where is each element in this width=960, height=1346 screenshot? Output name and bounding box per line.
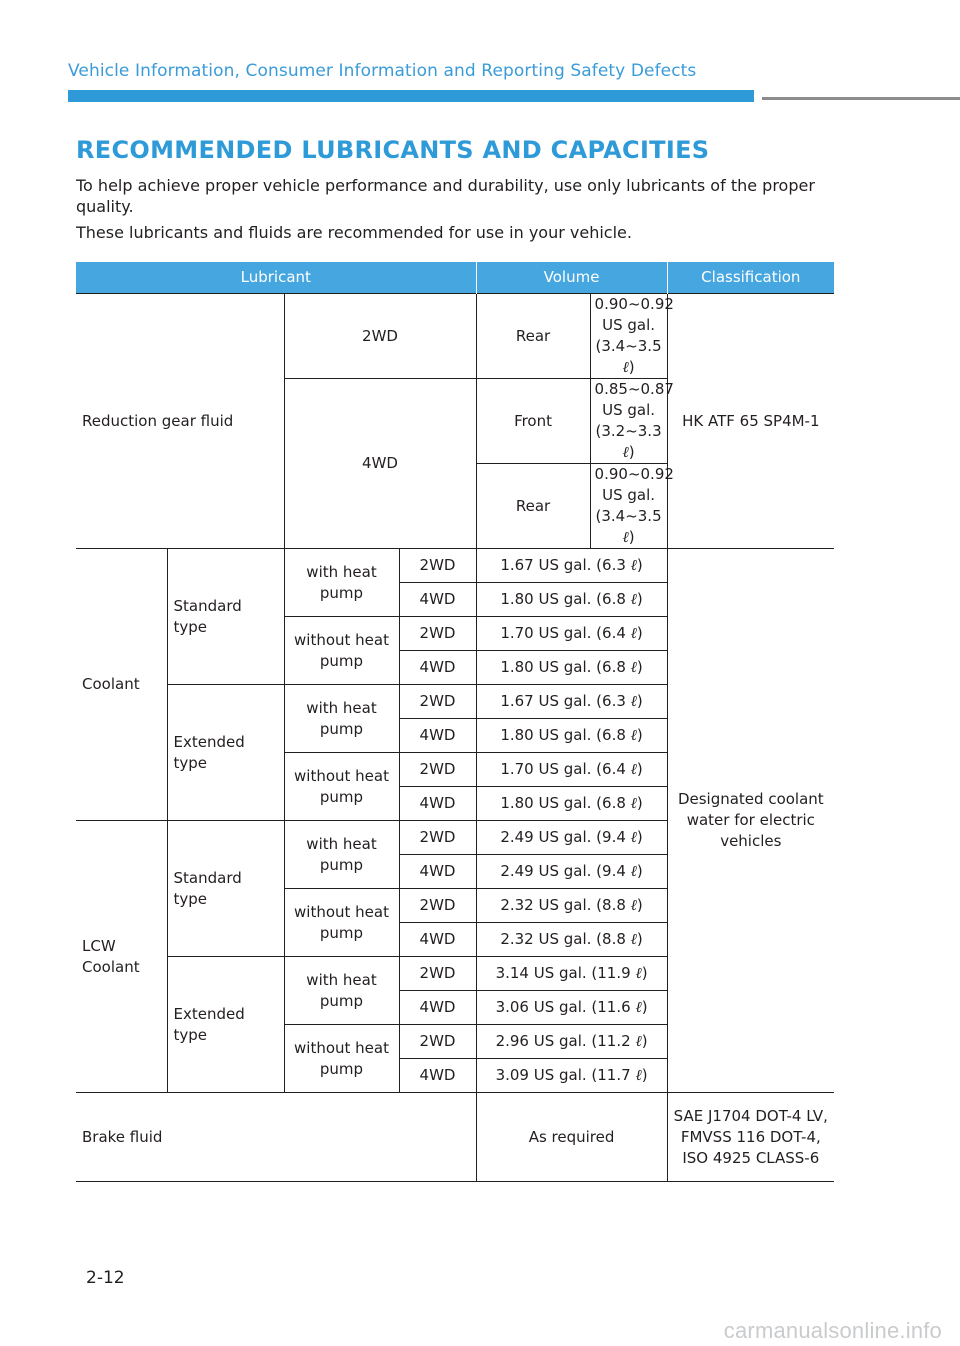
drive-2wd: 2WD — [399, 685, 476, 719]
volume-brake-fluid: As required — [476, 1093, 667, 1182]
drive-4wd: 4WD — [399, 991, 476, 1025]
chapter-title: Vehicle Information, Consumer Information and Reporting Safety Defects — [68, 61, 697, 81]
classification-brake-fluid: SAE J1704 DOT-4 LV, FMVSS 116 DOT-4, ISO 4925 CLASS-6 — [667, 1093, 834, 1182]
with-heat-pump: with heat pump — [284, 549, 399, 617]
lubricants-table — [76, 262, 834, 1182]
lubricant-reduction-gear: Reduction gear fluid — [76, 294, 284, 549]
volume-cell: 2.49 US gal. (9.4 ℓ) — [476, 855, 667, 889]
drive-4wd: 4WD — [399, 923, 476, 957]
drive-2wd: 2WD — [399, 753, 476, 787]
drive-2wd: 2WD — [284, 294, 476, 379]
position-front: Front — [476, 379, 590, 464]
with-heat-pump: with heat pump — [284, 821, 399, 889]
drive-4wd: 4WD — [399, 719, 476, 753]
volume-cell: 1.80 US gal. (6.8 ℓ) — [476, 583, 667, 617]
lubricant-brake-fluid: Brake fluid — [76, 1093, 476, 1182]
header-lubricant: Lubricant — [76, 262, 476, 294]
classification-reduction-gear: HK ATF 65 SP4M-1 — [667, 294, 834, 549]
table-row — [76, 549, 834, 583]
drive-4wd: 4WD — [399, 855, 476, 889]
volume-cell: 2.49 US gal. (9.4 ℓ) — [476, 821, 667, 855]
intro-paragraph-1: To help achieve proper vehicle performance and durability, use only lubricants of the proper quality. — [76, 176, 815, 216]
without-heat-pump: without heat pump — [284, 1025, 399, 1093]
drive-2wd: 2WD — [399, 889, 476, 923]
drive-2wd: 2WD — [399, 617, 476, 651]
without-heat-pump: without heat pump — [284, 889, 399, 957]
drive-2wd: 2WD — [399, 821, 476, 855]
volume-cell: 0.90~0.92 US gal. (3.4~3.5 ℓ) — [590, 464, 667, 549]
coolant-extended-type: Extended type — [167, 685, 284, 821]
lubricant-lcw-coolant: LCW Coolant — [76, 821, 167, 1093]
without-heat-pump: without heat pump — [284, 617, 399, 685]
volume-cell: 1.70 US gal. (6.4 ℓ) — [476, 617, 667, 651]
volume-cell: 1.67 US gal. (6.3 ℓ) — [476, 549, 667, 583]
coolant-standard-type: Standard type — [167, 549, 284, 685]
position-rear: Rear — [476, 464, 590, 549]
table-header-row — [76, 262, 834, 294]
drive-4wd: 4WD — [399, 651, 476, 685]
drive-2wd: 2WD — [399, 549, 476, 583]
section-title: RECOMMENDED LUBRICANTS AND CAPACITIES — [76, 136, 710, 164]
volume-cell: 1.80 US gal. (6.8 ℓ) — [476, 651, 667, 685]
drive-4wd: 4WD — [399, 787, 476, 821]
with-heat-pump: with heat pump — [284, 685, 399, 753]
header-accent-bar — [68, 90, 754, 102]
table-row — [76, 1093, 834, 1182]
volume-cell: 2.32 US gal. (8.8 ℓ) — [476, 923, 667, 957]
header-volume: Volume — [476, 262, 667, 294]
intro-paragraph-2: These lubricants and fluids are recommended for use in your vehicle. — [76, 223, 632, 242]
volume-cell: 1.67 US gal. (6.3 ℓ) — [476, 685, 667, 719]
page-number: 2-12 — [86, 1268, 125, 1288]
lcw-extended-type: Extended type — [167, 957, 284, 1093]
volume-cell: 1.70 US gal. (6.4 ℓ) — [476, 753, 667, 787]
volume-cell: 3.06 US gal. (11.6 ℓ) — [476, 991, 667, 1025]
header-classification: Classification — [667, 262, 834, 294]
volume-cell: 3.09 US gal. (11.7 ℓ) — [476, 1059, 667, 1093]
drive-2wd: 2WD — [399, 1025, 476, 1059]
with-heat-pump: with heat pump — [284, 957, 399, 1025]
position-rear: Rear — [476, 294, 590, 379]
volume-cell: 0.90~0.92 US gal. (3.4~3.5 ℓ) — [590, 294, 667, 379]
drive-4wd: 4WD — [399, 583, 476, 617]
volume-cell: 0.85~0.87 US gal. (3.2~3.3 ℓ) — [590, 379, 667, 464]
header-divider-line — [762, 97, 960, 100]
lcw-standard-type: Standard type — [167, 821, 284, 957]
drive-4wd: 4WD — [399, 1059, 476, 1093]
volume-cell: 1.80 US gal. (6.8 ℓ) — [476, 719, 667, 753]
volume-cell: 2.96 US gal. (11.2 ℓ) — [476, 1025, 667, 1059]
volume-cell: 1.80 US gal. (6.8 ℓ) — [476, 787, 667, 821]
lubricant-coolant: Coolant — [76, 549, 167, 821]
drive-4wd: 4WD — [284, 379, 476, 549]
without-heat-pump: without heat pump — [284, 753, 399, 821]
volume-cell: 3.14 US gal. (11.9 ℓ) — [476, 957, 667, 991]
table-row — [76, 294, 834, 379]
drive-2wd: 2WD — [399, 957, 476, 991]
watermark-text: carmanualsonline.info — [723, 1318, 942, 1343]
classification-coolant: Designated coolant water for electric vehicles — [667, 549, 834, 1093]
volume-cell: 2.32 US gal. (8.8 ℓ) — [476, 889, 667, 923]
